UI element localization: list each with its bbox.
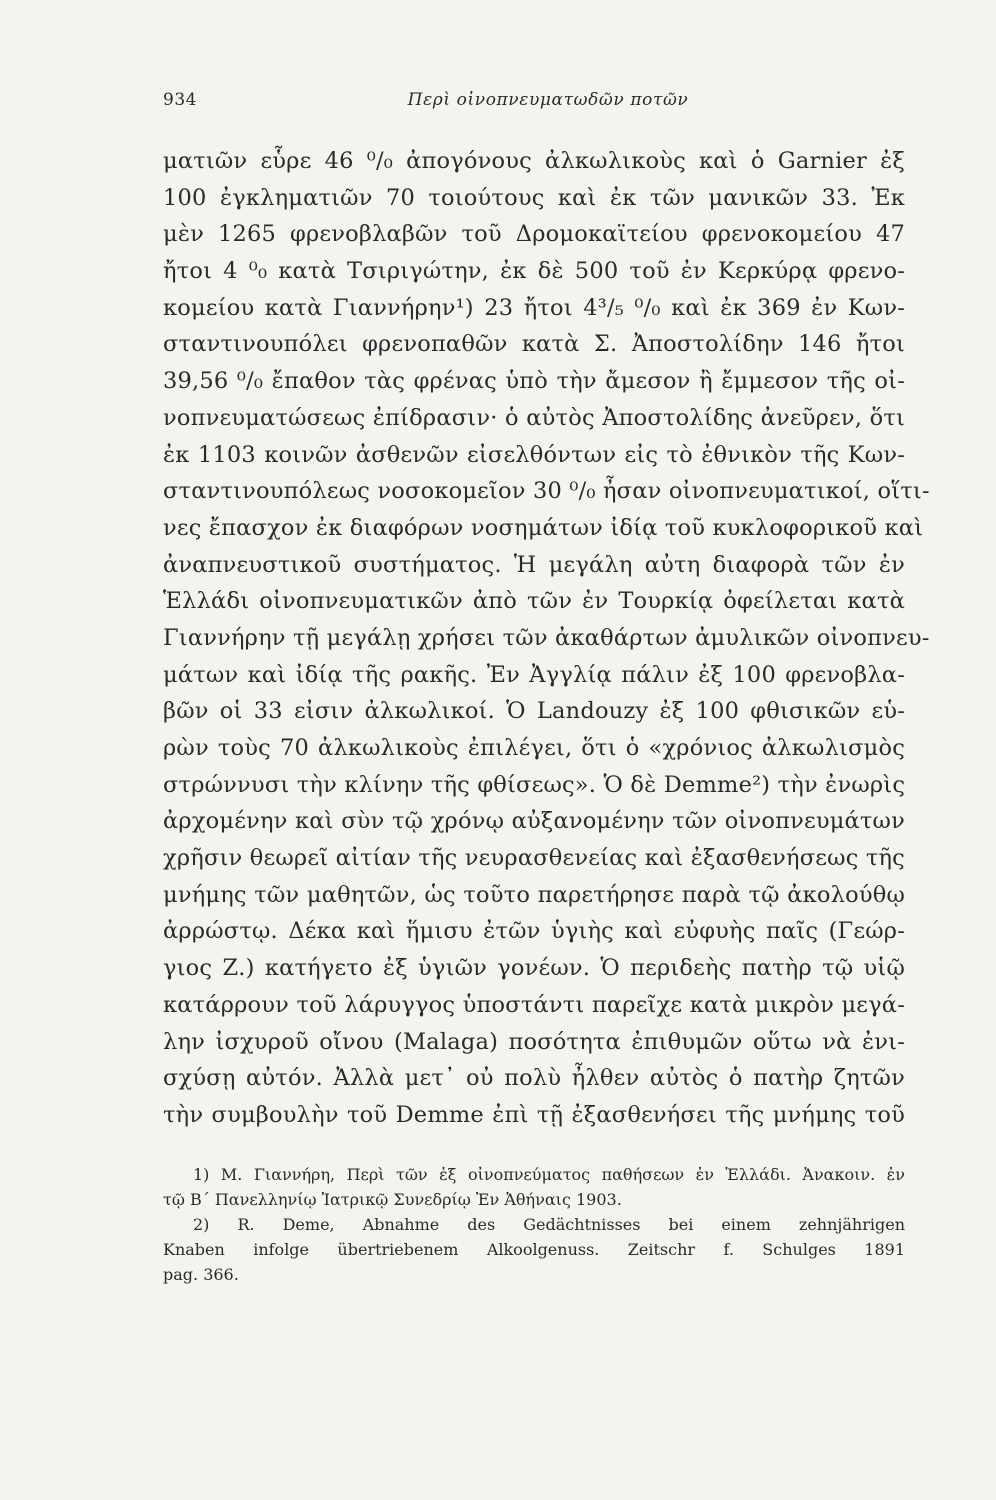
text-line: ματιῶν εὗρε 46 ⁰/₀ ἀπογόνους ἀλκωλικοὺς καὶ ὁ Garnier ἐξ	[163, 148, 905, 174]
text-line: Ἑλλάδι οἰνοπνευματικῶν ἀπὸ τῶν ἐν Τουρκίᾳ ὀφείλεται κατὰ	[163, 588, 905, 615]
text-line: ἀρχομένην καὶ σὺν τῷ χρόνῳ αὐξανομένην τῶν οἰνοπνευμάτων	[163, 808, 905, 835]
text-line: ἀναπνευστικοῦ συστήματος. Ἡ μεγάλη αὐτη διαφορὰ τῶν ἐν	[163, 551, 905, 578]
text-line: λην ἰσχυροῦ οἴνου (Malaga) ποσότητα ἐπιθυμῶν οὕτω νὰ ἐνι-	[163, 1028, 905, 1055]
page-header	[163, 90, 903, 120]
text-line: χρῆσιν θεωρεῖ αἰτίαν τῆς νευρασθενείας καὶ ἐξασθενήσεως τῆς	[163, 845, 905, 872]
text-line: ρὼν τοὺς 70 ἀλκωλικοὺς ἐπιλέγει, ὅτι ὁ «χρόνιος ἀλκωλισμὸς	[163, 735, 905, 761]
text-line: 100 ἐγκληματιῶν 70 τοιούτους καὶ ἐκ τῶν μανικῶν 33. Ἐκ	[163, 184, 905, 211]
text-line: στρώννυσι τὴν κλίνην τῆς φθίσεως». Ὁ δὲ Demme²) τὴν ἐνωρὶς	[163, 771, 906, 798]
text-line: μάτων καὶ ἰδίᾳ τῆς ρακῆς. Ἐν Ἀγγλίᾳ πάλιν ἐξ 100 φρενοβλα-	[163, 661, 905, 688]
text-line: κομείου κατὰ Γιαννήρην¹) 23 ἤτοι 4³/₅ ⁰/₀ καὶ ἐκ 369 ἐν Κων-	[163, 294, 905, 321]
text-line: γιος Ζ.) κατήγετο ἐξ ὑγιῶν γονέων. Ὁ περιδεὴς πατὴρ τῷ υἱῷ	[163, 955, 905, 982]
footnote-2-line: 2) R. Deme, Abnahme des Gedächtnisses bei einem zehnjährigen	[193, 1215, 905, 1234]
text-line: βῶν οἱ 33 εἰσιν ἀλκωλικοί. Ὁ Landouzy ἐξ 100 φθισικῶν εὑ-	[163, 698, 905, 725]
page-number: 934	[163, 90, 197, 110]
text-line: ἤτοι 4 ⁰₀ κατὰ Τσιριγώτην, ἐκ δὲ 500 τοῦ ἐν Κερκύρᾳ φρενο-	[163, 258, 905, 285]
footnotes	[163, 1162, 905, 1287]
text-line: ἀρρώστῳ. Δέκα καὶ ἥμισυ ἐτῶν ὑγιὴς καὶ εὐφυὴς παῖς (Γεώρ-	[163, 918, 905, 945]
body-text	[163, 143, 930, 1134]
footnote-1-line: τῷ Β΄ Πανελληνίῳ Ἰατρικῷ Συνεδρίῳ Ἐν Ἀθήναις 1903.	[163, 1190, 622, 1209]
text-line: μνήμης τῶν μαθητῶν, ὡς τοῦτο παρετήρησε παρὰ τῷ ἀκολούθῳ	[163, 881, 905, 908]
footnote-2-line: Knaben infolge übertriebenem Alkoolgenuss. Zeitschr f. Schulges 1891	[163, 1240, 905, 1259]
running-title: Περὶ οἰνοπνευματωδῶν ποτῶν	[407, 90, 689, 110]
text-line: σχύσῃ αὐτόν. Ἀλλὰ μετ᾽ οὐ πολὺ ἦλθεν αὐτὸς ὁ πατὴρ ζητῶν	[163, 1065, 905, 1092]
footnote-2-line: pag. 366.	[163, 1265, 239, 1284]
text-line: τὴν συμβουλὴν τοῦ Demme ἐπὶ τῇ ἐξασθενήσει τῆς μνήμης τοῦ	[163, 1101, 905, 1128]
footnote-1-line: 1) Μ. Γιαννήρη, Περὶ τῶν ἐξ οἰνοπνεύματος παθήσεων ἐν Ἑλλάδι. Ἀνακοιν. ἐν	[193, 1165, 905, 1184]
text-line: νοπνευματώσεως ἐπίδρασιν· ὁ αὐτὸς Ἀποστολίδης ἀνεῦρεν, ὅτι	[163, 404, 905, 431]
text-line: Γιαννήρην τῇ μεγάλῃ χρήσει τῶν ἀκαθάρτων ἀμυλικῶν οἰνοπνευ-	[163, 624, 930, 651]
text-line: κατάρρουν τοῦ λάρυγγος ὑποστάντι παρεῖχε κατὰ μικρὸν μεγά-	[163, 991, 905, 1018]
text-line: ἐκ 1103 κοινῶν ἀσθενῶν εἰσελθόντων εἰς τὸ ἐθνικὸν τῆς Κων-	[163, 441, 905, 468]
text-line: νες ἔπασχον ἐκ διαφόρων νοσημάτων ἰδίᾳ τοῦ κυκλοφορικοῦ καὶ	[163, 514, 924, 541]
text-line: μὲν 1265 φρενοβλαβῶν τοῦ Δρομοκαϊτείου φρενοκομείου 47	[163, 221, 905, 248]
text-line: σταντινουπόλεως νοσοκομεῖον 30 ⁰/₀ ἦσαν οἰνοπνευματικοί, οἵτι-	[163, 478, 930, 505]
text-line: 39,56 ⁰/₀ ἔπαθον τὰς φρένας ὑπὸ τὴν ἄμεσον ἢ ἔμμεσον τῆς οἰ-	[163, 368, 905, 395]
text-line: σταντινουπόλει φρενοπαθῶν κατὰ Σ. Ἀποστολίδην 146 ἤτοι	[163, 331, 905, 358]
